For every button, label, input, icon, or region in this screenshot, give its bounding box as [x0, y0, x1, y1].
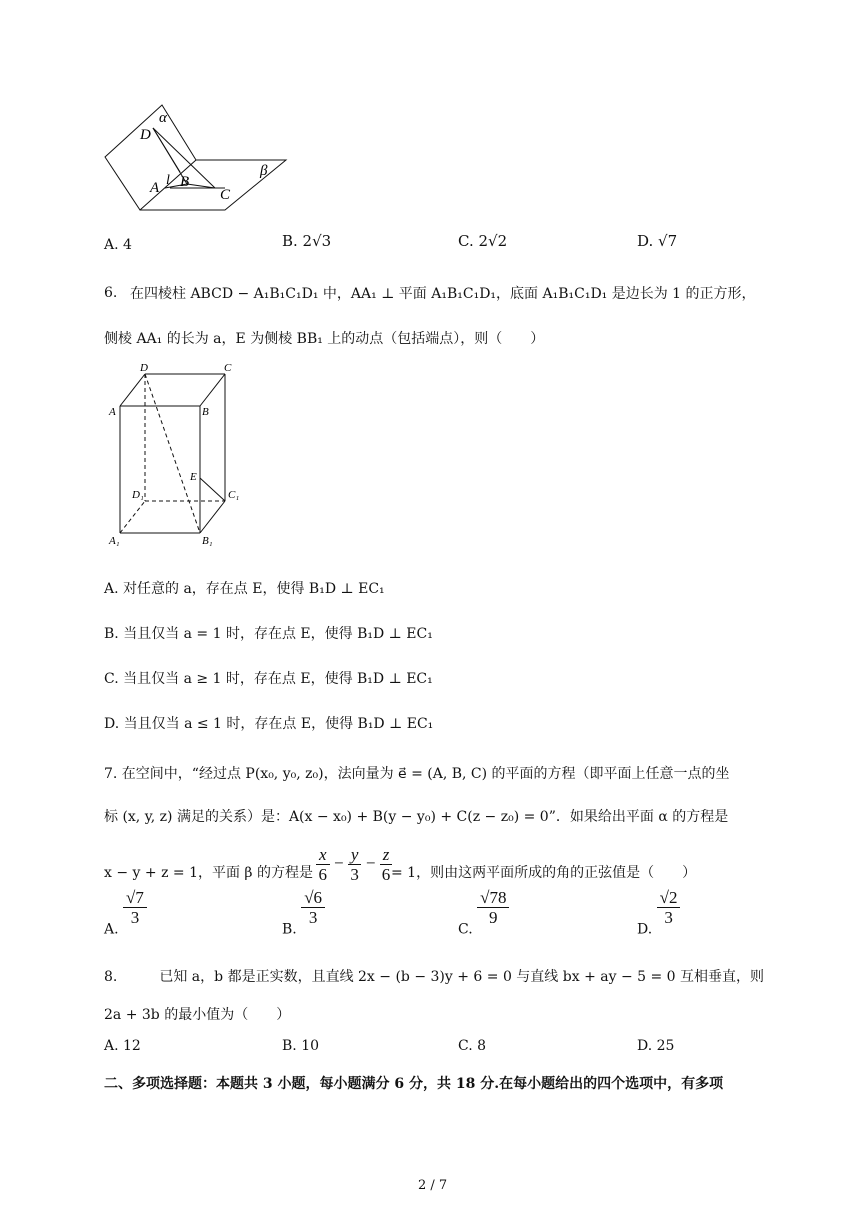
q5-figure	[100, 100, 295, 215]
q7-line3a: x − y + z = 1，平面 β 的方程是	[104, 865, 313, 881]
label-A: A	[150, 180, 160, 196]
q7-option-d	[637, 888, 680, 938]
q7-option-b-num: √6	[301, 888, 325, 908]
q7-line3b: = 1，则由这两平面所成的角的正弦值是（ ）	[391, 865, 697, 881]
q7-option-d-label: D.	[637, 921, 653, 938]
q7-option-b-label: B.	[282, 921, 297, 938]
label-C: C	[224, 362, 232, 374]
q6-option-b: B. 当且仅当 a = 1 时，存在点 E，使得 B₁D ⊥ EC₁	[104, 626, 433, 642]
q6-text-line2: 侧棱 AA₁ 的长为 a，E 为侧棱 BB₁ 上的动点（包括端点），则（ ）	[104, 331, 545, 347]
q7-option-c	[458, 888, 509, 938]
q8-option-c: C. 8	[458, 1038, 487, 1054]
label-B: B	[180, 174, 190, 190]
label-D1: D₁	[132, 489, 144, 501]
q8-option-d: D. 25	[637, 1038, 675, 1054]
q7-option-d-den: 3	[664, 908, 673, 927]
q5-option-d: D. √7	[637, 232, 678, 250]
q5-option-c: C. 2√2	[458, 232, 508, 250]
label-beta: β	[260, 163, 268, 179]
q6-text-line1: 在四棱柱 ABCD − A₁B₁C₁D₁ 中，AA₁ ⊥ 平面 A₁B₁C₁D₁，底面 A₁B₁C₁D₁ 是边长为 1 的正方形，	[130, 286, 756, 302]
q7-option-a	[104, 888, 147, 938]
q7-beta-equation: $\frac{x}{6}$ − $\frac{y}{3}$ − $\frac{z}{6}$	[316, 845, 392, 884]
label-alpha: α	[159, 110, 167, 126]
q7-option-b	[282, 888, 325, 938]
q7-line2: 标 (x, y, z) 满足的关系）是：A(x − x₀) + B(y − y₀) + C(z − z₀) = 0”．如果给出平面 α 的方程是	[104, 809, 729, 825]
q6-figure	[100, 358, 260, 548]
q8-option-b: B. 10	[282, 1038, 320, 1054]
q6-option-c: C. 当且仅当 a ≥ 1 时，存在点 E，使得 B₁D ⊥ EC₁	[104, 671, 433, 687]
label-B: B	[202, 406, 209, 418]
q8-line2: 2a + 3b 的最小值为（ ）	[104, 1007, 291, 1023]
label-l: l	[166, 173, 170, 188]
q7-option-c-den: 9	[489, 908, 498, 927]
q7-option-a-den: 3	[130, 908, 140, 927]
label-E: E	[190, 471, 197, 483]
label-D: D	[140, 362, 148, 374]
label-D: D	[140, 127, 151, 143]
q6-option-d: D. 当且仅当 a ≤ 1 时，存在点 E，使得 B₁D ⊥ EC₁	[104, 716, 434, 732]
q7-option-b-den: 3	[308, 908, 318, 927]
label-C: C	[220, 187, 231, 203]
label-A: A	[109, 406, 116, 418]
q6-number: 6.	[104, 285, 118, 301]
label-C1: C₁	[228, 489, 240, 501]
q5-option-a: A. 4	[104, 237, 132, 253]
q7-option-d-num: √2	[657, 888, 681, 908]
q7-option-a-label: A.	[104, 921, 119, 938]
q8-line1: 8. 已知 a，b 都是正实数，且直线 2x − (b − 3)y + 6 = 0 与直线 bx + ay − 5 = 0 互相垂直，则	[104, 969, 765, 985]
label-A1: A₁	[109, 535, 120, 547]
q5-option-b: B. 2√3	[282, 232, 332, 250]
q7-line1: 7. 在空间中，“经过点 P(x₀, y₀, z₀)，法向量为 e⃗ = (A, B, C) 的平面的方程（即平面上任意一点的坐	[104, 766, 730, 782]
q7-option-c-num: √78	[477, 888, 509, 908]
q7-option-a-num: √7	[123, 888, 147, 908]
q8-option-a: A. 12	[104, 1038, 141, 1054]
section-2-heading: 二、多项选择题：本题共 3 小题，每小题满分 6 分，共 18 分.在每小题给出的四个选项中，有多项	[104, 1076, 724, 1092]
q6-option-a: A. 对任意的 a，存在点 E，使得 B₁D ⊥ EC₁	[104, 581, 385, 597]
label-B1: B₁	[202, 535, 213, 547]
q7-option-c-label: C.	[458, 921, 473, 938]
page-number: 2 / 7	[418, 1178, 448, 1193]
